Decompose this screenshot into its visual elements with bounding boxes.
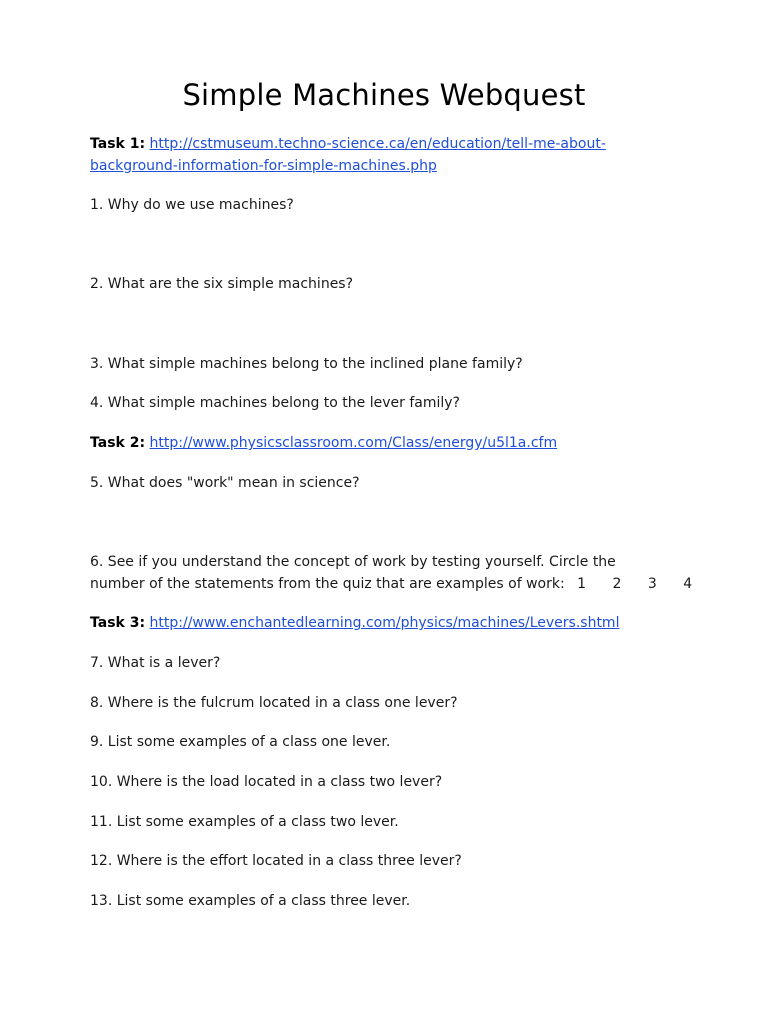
question-6-line2 (90, 573, 692, 595)
question-9: 9. List some examples of a class one lever. (90, 734, 391, 750)
question-3: 3. What simple machines belong to the inclined plane family? (90, 356, 523, 372)
task3-heading (90, 612, 619, 634)
quiz-option-3: 3 (647, 576, 657, 592)
quiz-option-2: 2 (612, 576, 622, 592)
task3-link[interactable]: http://www.enchantedlearning.com/physics/machines/Levers.shtml (149, 615, 620, 631)
question-1: 1. Why do we use machines? (90, 197, 294, 213)
task1-link-part2[interactable]: background-information-for-simple-machines.php (90, 158, 437, 174)
page-title: Simple Machines Webquest (182, 78, 586, 112)
quiz-option-4: 4 (683, 576, 693, 592)
question-6-line1: 6. See if you understand the concept of work by testing yourself. Circle the (90, 554, 616, 570)
question-8: 8. Where is the fulcrum located in a class one lever? (90, 695, 458, 711)
question-5: 5. What does "work" mean in science? (90, 475, 360, 491)
question-6-text: number of the statements from the quiz that are examples of work: (90, 576, 565, 592)
task2-label: Task 2: (90, 435, 146, 451)
task2-link[interactable]: http://www.physicsclassroom.com/Class/energy/u5l1a.cfm (149, 435, 558, 451)
question-13: 13. List some examples of a class three lever. (90, 893, 411, 909)
task1-link-part1[interactable]: http://cstmuseum.techno-science.ca/en/education/tell-me-about- (149, 136, 606, 152)
task1-label: Task 1: (90, 136, 146, 152)
task1-link-row2 (90, 155, 437, 177)
question-2: 2. What are the six simple machines? (90, 276, 354, 292)
question-12: 12. Where is the effort located in a class three lever? (90, 853, 462, 869)
question-4: 4. What simple machines belong to the lever family? (90, 395, 460, 411)
question-10: 10. Where is the load located in a class two lever? (90, 774, 443, 790)
task1-heading (90, 133, 606, 155)
task2-heading (90, 432, 557, 454)
quiz-option-1: 1 (577, 576, 587, 592)
question-7: 7. What is a lever? (90, 655, 221, 671)
question-11: 11. List some examples of a class two lever. (90, 814, 399, 830)
task3-label: Task 3: (90, 615, 146, 631)
